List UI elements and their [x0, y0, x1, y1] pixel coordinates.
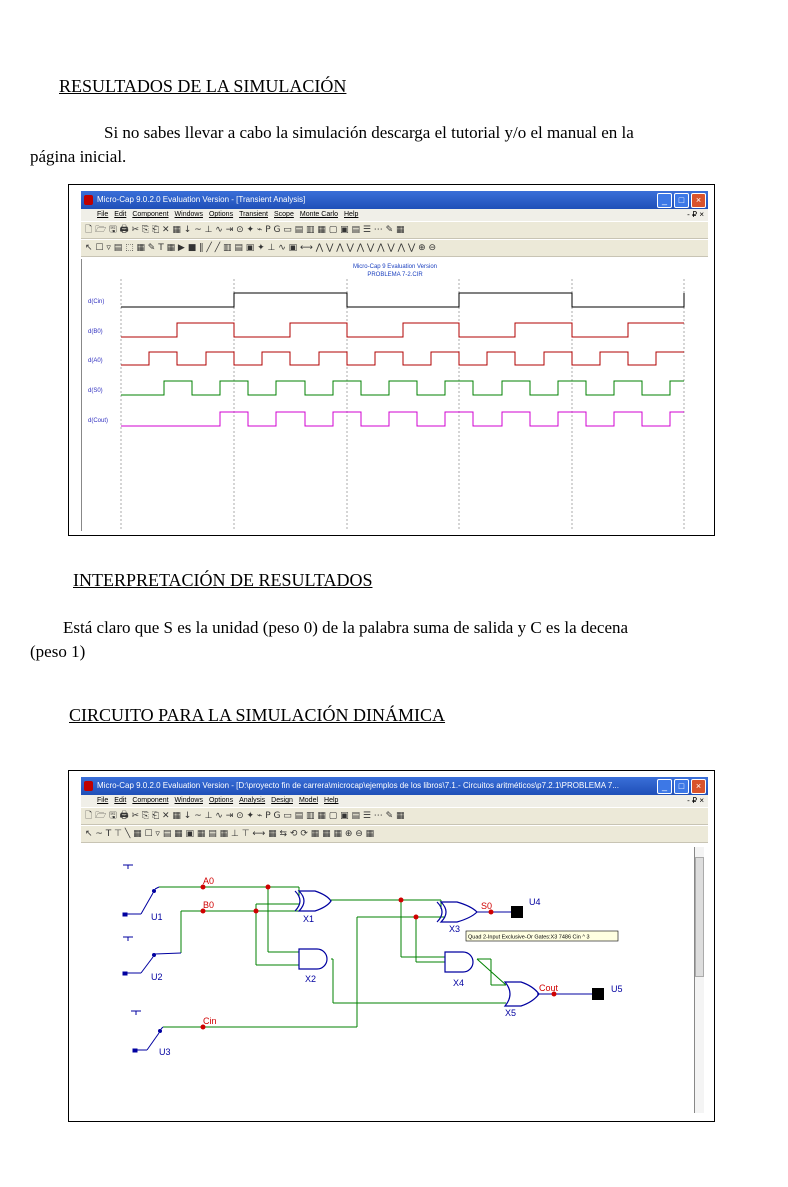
menu-edit[interactable]: Edit	[114, 211, 127, 218]
waveform-s0	[121, 381, 684, 395]
or-gate-x5[interactable]	[505, 982, 539, 1006]
xor-gate-x3[interactable]	[437, 902, 477, 922]
waveform-b0	[121, 323, 684, 337]
signal-label-cout: d(Cout)	[88, 418, 109, 424]
switch-u2[interactable]	[123, 937, 181, 975]
results-paragraph-line1: Si no sabes llevar a cabo la simulación descarga el tutorial y/o el manual en la	[104, 123, 634, 142]
part-label-u4: U4	[529, 897, 541, 907]
vertical-scrollbar[interactable]	[694, 847, 704, 1113]
window-title: Micro-Cap 9.0.2.0 Evaluation Version - [Transient Analysis]	[97, 195, 306, 204]
window-title: Micro-Cap 9.0.2.0 Evaluation Version - [D:\proyecto fin de carrera\microcap\ejemplos de los libros\7.1.- Circuitos aritméticos\p7.2.1\PROBLEMA 7...	[97, 781, 619, 790]
output-u5[interactable]	[592, 988, 604, 1000]
app-icon	[84, 781, 93, 791]
circuit-diagram	[81, 845, 691, 1117]
schematic-canvas[interactable]	[81, 845, 708, 1117]
section-heading-circuit: CIRCUITO PARA LA SIMULACIÓN DINÁMICA	[69, 705, 446, 725]
section-heading-results: RESULTADOS DE LA SIMULACIÓN	[59, 76, 347, 96]
signal-label-s0: d(S0)	[88, 388, 103, 394]
menu-windows[interactable]: Windows	[174, 211, 203, 218]
window-titlebar	[81, 777, 708, 795]
maximize-button[interactable]: □	[674, 779, 689, 794]
plot-header-2: PROBLEMA 7-2.CIR	[367, 272, 423, 278]
menu-component[interactable]: Component	[132, 797, 169, 804]
menu-file[interactable]: File	[97, 797, 109, 804]
waveform-cout	[121, 412, 684, 426]
part-label-x5: X5	[505, 1008, 517, 1018]
signal-label-cin: d(Cin)	[88, 299, 105, 305]
output-u4[interactable]	[511, 906, 523, 918]
menu-windows[interactable]: Windows	[174, 797, 203, 804]
main-toolbar[interactable]: 🗋 🗁 🖫 🖨 ✂ ⎘ ⎗ ✕ ▦ ↓ ~ ⊥ ∿ ⇥ ⊙ ✦ ⌁ P G ▭ ▤ ▥ ▦ ▢ ▣ ▤ ☰ ⋯ ✎ ▦	[81, 808, 708, 825]
part-label-u5: U5	[611, 984, 623, 994]
main-toolbar[interactable]: 🗋 🗁 🖫 🖨 ✂ ⎘ ⎗ ✕ ▦ ↓ ~ ⊥ ∿ ⇥ ⊙ ✦ ⌁ P G ▭ ▤ ▥ ▦ ▢ ▣ ▤ ☰ ⋯ ✎ ▦	[81, 222, 708, 239]
net-label-b0: B0	[203, 900, 215, 910]
menu-help[interactable]: Help	[324, 797, 339, 804]
mdi-sys-buttons[interactable]: - ₽ ×	[687, 796, 704, 805]
maximize-button[interactable]: □	[674, 193, 689, 208]
part-label-x1: X1	[303, 914, 315, 924]
net-label-cout: Cout	[539, 983, 559, 993]
close-button[interactable]: ×	[691, 193, 706, 208]
app-icon	[84, 195, 93, 205]
schematic-toolbar[interactable]: ↖ ~ T ⊤ ╲ ▦ ☐ ▿ ▤ ▦ ▣ ▦ ▤ ▦ ⊥ ⊤ ⟷ ▦ ⇆ ⟲ ⟳ ▦ ▦ ▦ ⊕ ⊖ ▦	[81, 826, 708, 843]
menu-transient[interactable]: Transient	[239, 211, 268, 218]
mdi-sys-buttons[interactable]: - ₽ ×	[687, 210, 704, 219]
waveform-cin	[121, 293, 684, 307]
close-button[interactable]: ×	[691, 779, 706, 794]
part-label-u3: U3	[159, 1047, 171, 1057]
menu-design[interactable]: Design	[271, 797, 293, 804]
waveform-plot	[82, 259, 709, 531]
part-label-u1: U1	[151, 912, 163, 922]
part-label-x3: X3	[449, 924, 461, 934]
minimize-button[interactable]: _	[657, 779, 672, 794]
menu-file[interactable]: File	[97, 211, 109, 218]
xor-gate-x1[interactable]	[295, 891, 331, 911]
plot-header-1: Micro-Cap 9 Evaluation Version	[352, 264, 438, 270]
circuit-screenshot	[68, 770, 715, 1122]
and-gate-x4[interactable]	[445, 952, 473, 972]
window-titlebar	[81, 191, 708, 209]
waveform-a0	[121, 352, 684, 365]
menu-help[interactable]: Help	[344, 211, 359, 218]
switch-u3[interactable]	[131, 1011, 163, 1052]
results-paragraph-line2: página inicial.	[30, 147, 127, 166]
minimize-button[interactable]: _	[657, 193, 672, 208]
menu-bar	[81, 209, 708, 221]
section-heading-interpretation: INTERPRETACIÓN DE RESULTADOS	[73, 570, 373, 590]
analysis-toolbar[interactable]: ↖ ☐ ▿ ▤ ⬚ ▦ ✎ T ▦ ▶ ■ ‖ ╱ ╱ ▥ ▤ ▣ ✦ ⊥ ∿ ▣ ⟷ ⋀ ⋁ ⋀ ⋁ ⋀ ⋁ ⋀ ⋁ ⋀ ⋁ ⊕ ⊖	[81, 240, 708, 257]
interpretation-paragraph-line2: (peso 1)	[30, 642, 86, 661]
scrollbar-thumb[interactable]	[695, 857, 704, 977]
menu-model[interactable]: Model	[298, 797, 319, 804]
menu-options[interactable]: Options	[208, 211, 234, 218]
net-label-s0: S0	[481, 901, 493, 911]
gate-tooltip	[466, 931, 618, 941]
transient-analysis-screenshot	[68, 184, 715, 536]
menu-bar	[81, 795, 708, 807]
part-label-u2: U2	[151, 972, 163, 982]
tooltip-text: Quad 2-Input Exclusive-Or Gates:X3 7486 Cin ^ 3	[468, 934, 590, 941]
and-gate-x2[interactable]	[299, 949, 327, 969]
net-label-a0: A0	[203, 876, 215, 886]
signal-label-b0: d(B0)	[88, 329, 103, 335]
plot-area[interactable]	[81, 259, 709, 531]
menu-edit[interactable]: Edit	[114, 797, 127, 804]
signal-label-a0: d(A0)	[88, 358, 103, 364]
menu-scope[interactable]: Scope	[274, 211, 294, 218]
menu-monte-carlo[interactable]: Monte Carlo	[299, 211, 338, 218]
menu-component[interactable]: Component	[132, 211, 169, 218]
interpretation-paragraph-line1: Está claro que S es la unidad (peso 0) de la palabra suma de salida y C es la decena	[63, 618, 629, 637]
menu-analysis[interactable]: Analysis	[239, 797, 266, 804]
net-label-cin: Cin	[203, 1016, 217, 1026]
menu-options[interactable]: Options	[208, 797, 234, 804]
switch-u1[interactable]	[123, 865, 159, 916]
part-label-x4: X4	[453, 978, 465, 988]
part-label-x2: X2	[305, 974, 317, 984]
